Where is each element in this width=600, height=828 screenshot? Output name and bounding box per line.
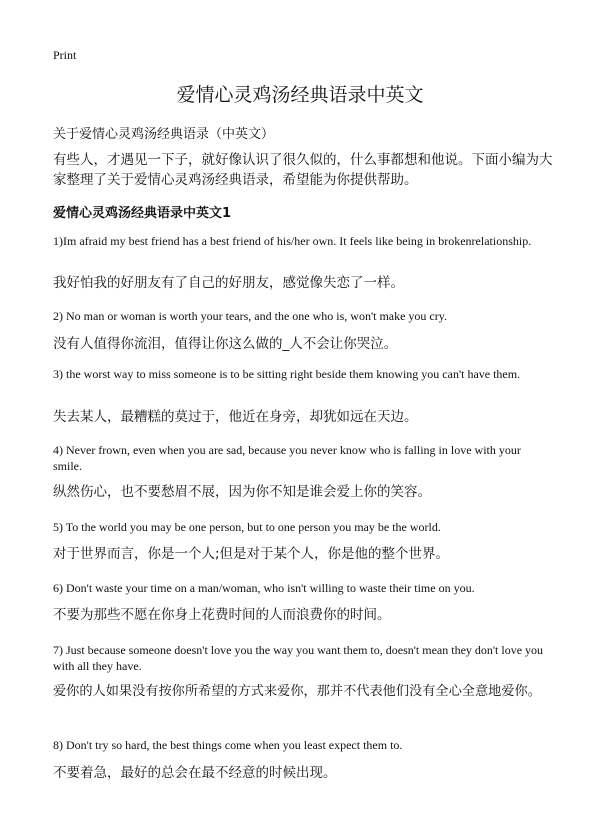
quote-chinese: 我好怕我的好朋友有了自己的好朋友，感觉像失恋了一样。 xyxy=(53,275,404,291)
quote-chinese: 不要着急，最好的总会在最不经意的时候出现。 xyxy=(53,765,337,781)
quote-chinese: 失去某人，最糟糕的莫过于，他近在身旁，却犹如远在天边。 xyxy=(53,409,418,425)
quote-chinese: 爱你的人如果没有按你所希望的方式来爱你，那并不代表他们没有全心全意地爱你。 xyxy=(53,684,541,699)
quote-english: 7) Just because someone doesn't love you the way you want them to, doesn't mean they don't love you with all they have. xyxy=(53,643,544,673)
quote-english: 1)Im afraid my best friend has a best friend of his/her own. It feels like being in brokenrelationship. xyxy=(53,234,532,248)
page-title: 爱情心灵鸡汤经典语录中英文 xyxy=(176,84,424,106)
section-heading: 爱情心灵鸡汤经典语录中英文1 xyxy=(53,206,232,221)
intro-paragraph: 有些人，才遇见一下子，就好像认识了很久似的，什么事都想和他说。下面小编为大家整理了关于爱情心灵鸡汤经典语录，希望能为你提供帮助。 xyxy=(53,152,553,188)
quote-english: 8) Don't try so hard, the best things come when you least expect them to. xyxy=(53,738,403,752)
quote-chinese: 没有人值得你流泪，值得让你这么做的_人不会让你哭泣。 xyxy=(53,336,398,352)
quote-chinese: 纵然伤心，也不要愁眉不展，因为你不知是谁会爱上你的笑容。 xyxy=(53,484,431,500)
page-subtitle: 关于爱情心灵鸡汤经典语录（中英文） xyxy=(53,127,275,142)
print-label: Print xyxy=(53,48,77,62)
quote-english: 3) the worst way to miss someone is to be sitting right beside them knowing you can't have them. xyxy=(53,367,521,381)
quote-english: 2) No man or woman is worth your tears, and the one who is, won't make you cry. xyxy=(53,309,447,323)
quote-chinese: 对于世界而言，你是一个人;但是对于某个人，你是他的整个世界。 xyxy=(53,546,450,562)
quote-english: 6) Don't waste your time on a man/woman, who isn't willing to waste their time on you. xyxy=(53,581,475,595)
quote-english: 5) To the world you may be one person, but to one person you may be the world. xyxy=(53,520,441,534)
quote-english: 4) Never frown, even when you are sad, because you never know who is falling in love with your smile. xyxy=(53,443,521,473)
quote-chinese: 不要为那些不愿在你身上花费时间的人而浪费你的时间。 xyxy=(53,607,391,623)
